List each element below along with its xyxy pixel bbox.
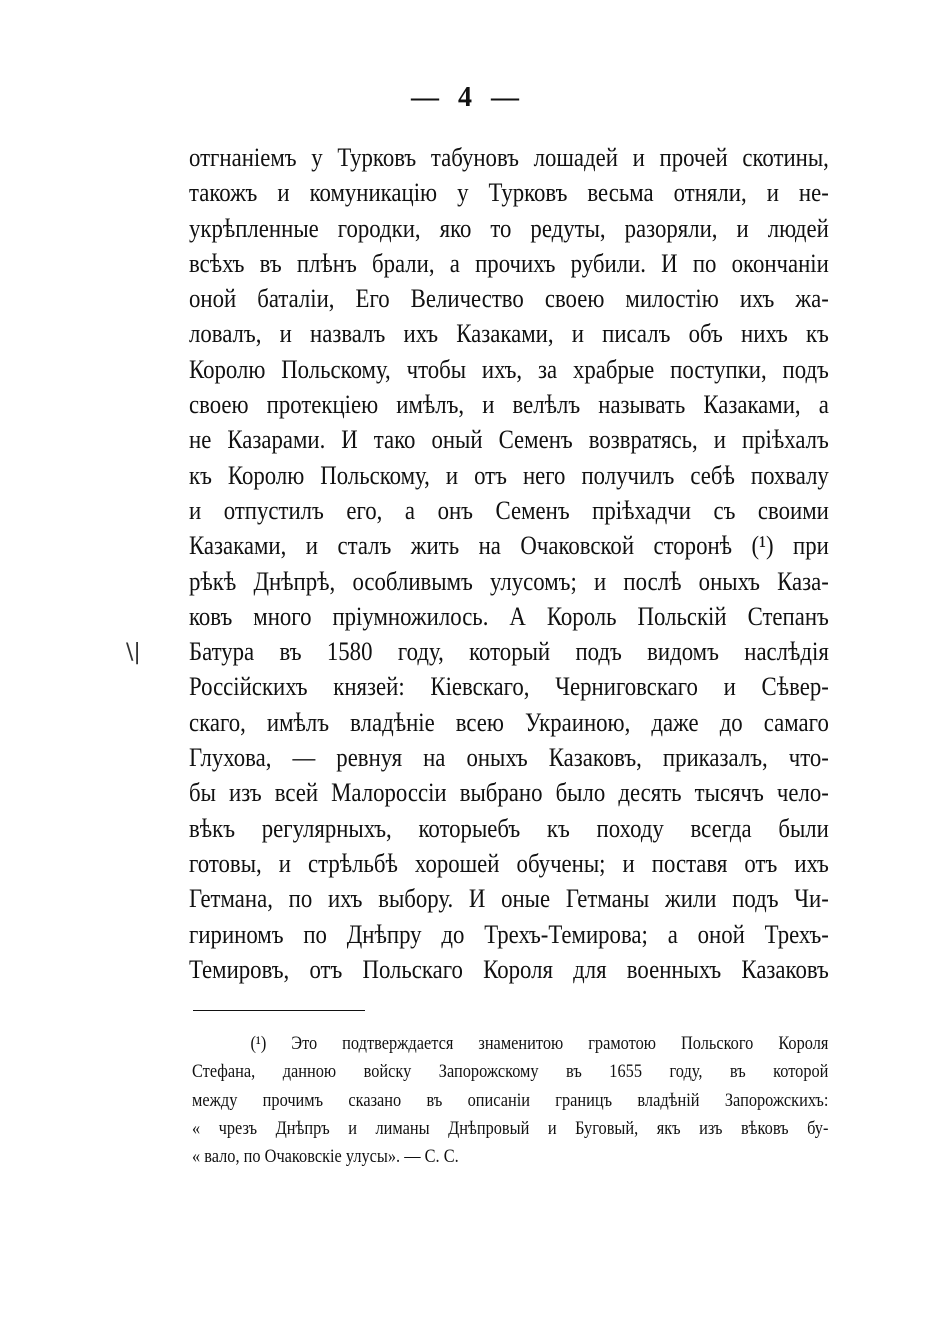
text-line: ковъ много пріумножилось. А Король Польскій Степанъ — [189, 600, 829, 631]
page-number: — 4 — — [411, 82, 525, 113]
text-line: рѣкѣ Днѣпрѣ, особливымъ улусомъ; и послѣ оныхъ Каза- — [189, 565, 829, 596]
footnote-line: между прочимъ сказано въ описаніи границъ владѣній Запорожскихъ: — [192, 1089, 829, 1111]
text-line: готовы, и стрѣльбѣ хорошей обучены; и поставя отъ ихъ — [189, 847, 829, 878]
footnote-line: Стефана, данною войску Запорожскому въ 1655 году, въ которой — [192, 1061, 829, 1083]
text-line: Глухова, — ревнуя на оныхъ Казаковъ, приказалъ, что- — [189, 742, 829, 773]
footnote-line: (¹) Это подтверждается знаменитою грамотою Польского Короля — [250, 1033, 829, 1054]
text-line: Россійскихъ князей: Кіевскаго, Черниговскаго и Сѣвер- — [189, 671, 829, 702]
text-line: гириномъ по Днѣпру до Трехъ-Темирова; а оной Трехъ- — [189, 918, 829, 949]
text-line: такожъ и комуникацію у Турковъ весьма отняли, и не- — [189, 177, 829, 208]
text-line: не Казарами. И тако оный Семенъ возвратясь, и пріѣхалъ — [189, 424, 829, 455]
text-line: Казаками, и сталъ жить на Очаковской сторонѣ (¹) при — [189, 530, 829, 561]
footnote — [192, 1030, 828, 1171]
text-line: и отпустилъ его, а онъ Семенъ пріѣхадчи съ своими — [189, 494, 829, 525]
text-line: Темировъ, отъ Польскаго Короля для военныхъ Казаковъ — [189, 953, 829, 984]
text-line: къ Королю Польскому, и отъ него получилъ себѣ похвалу — [189, 459, 829, 490]
footnote-divider — [193, 1010, 365, 1011]
text-line: оной баталіи, Его Величество своею милостію ихъ жа- — [189, 283, 829, 314]
footnote-line: « чрезъ Днѣпръ и лиманы Днѣпровый и Буговый, якъ изъ вѣковъ бу- — [192, 1117, 829, 1139]
text-line: Королю Польскому, чтобы ихъ, за храбрые поступки, подъ — [189, 353, 829, 384]
text-line: отгнаніемъ у Турковъ табуновъ лошадей и прочей скотины, — [189, 142, 829, 172]
text-line: Гетмана, по ихъ выбору. И оные Гетманы жили подъ Чи- — [189, 883, 829, 914]
text-line: укрѣпленные городки, яко то редуты, разоряли, и людей — [189, 212, 829, 243]
text-line: всѣхъ въ плѣнъ брали, а прочихъ рубили. И по окончаніи — [189, 247, 829, 278]
text-line: бы изъ всей Малороссіи выбрано было десять тысячъ чело- — [189, 777, 829, 808]
text-line: скаго, имѣлъ владѣніе всею Украиною, даже до самаго — [189, 706, 829, 737]
main-text — [189, 140, 829, 987]
margin-pencil-mark: \| — [126, 640, 141, 665]
text-line: своею протекціею имѣлъ, и велѣлъ называть Казаками, а — [189, 389, 829, 420]
footnote-line: « вало, по Очаковскіе улусы». — С. С. — [192, 1146, 459, 1168]
text-line: ловалъ, и назвалъ ихъ Казаками, и писалъ объ нихъ къ — [189, 318, 829, 349]
text-line: Батура въ 1580 году, который подъ видомъ наслѣдія — [189, 636, 829, 667]
text-line: вѣкъ регулярныхъ, которыебъ къ походу всегда были — [189, 812, 829, 843]
